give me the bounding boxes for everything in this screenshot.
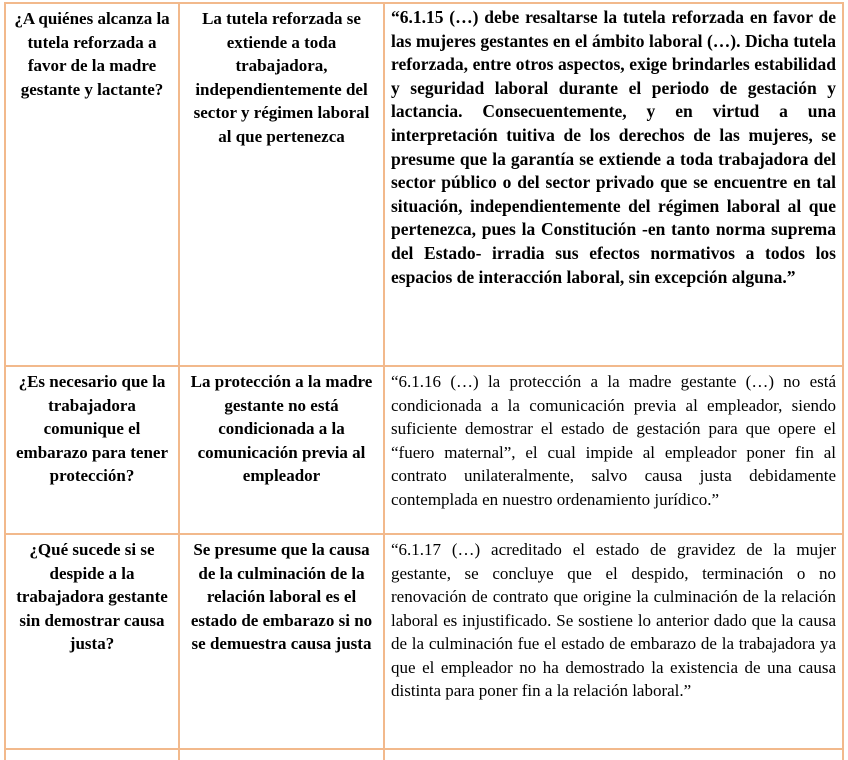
cut-off-cell	[384, 749, 843, 760]
table-row	[5, 534, 843, 749]
question-cell: ¿A quiénes alcanza la tutela reforzada a favor de la madre gestante y lactante?	[5, 3, 179, 366]
cut-off-cell	[5, 749, 179, 760]
answer-cell: La tutela reforzada se extiende a toda trabajadora, independientemente del sector y régimen laboral al que pertenezca	[179, 3, 384, 366]
table-row	[5, 366, 843, 534]
question-cell: ¿Qué sucede si se despide a la trabajadora gestante sin demostrar causa justa?	[5, 534, 179, 749]
cut-off-cell	[179, 749, 384, 760]
citation-cell: “6.1.15 (…) debe resaltarse la tutela reforzada en favor de las mujeres gestantes en el ámbito laboral (…). Dicha tutela reforzada, entre otros aspectos, exige brindarles estabilidad y seguridad laboral durante el periodo de gestación y lactancia. Consecuentemente, y en virtud a una interpretación tuitiva de los derechos de las mujeres, se presume que la garantía se extiende a toda trabajadora del sector público o del sector privado que se encuentre en tal situación, independientemente del régimen laboral al que pertenezca, pues la Constitución -en tanto norma suprema del Estado- irradia sus efectos normativos a todos los espacios de interacción laboral, sin excepción alguna.”	[384, 3, 843, 366]
citation-cell: “6.1.16 (…) la protección a la madre gestante (…) no está condicionada a la comunicación previa al empleador, siendo suficiente demostrar el estado de gestación para que opere el “fuero maternal”, el cual impide al empleador poner fin al contrato unilateralmente, salvo causa justa debidamente contemplada en nuestro ordenamiento jurídico.”	[384, 366, 843, 534]
answer-cell: La protección a la madre gestante no está condicionada a la comunicación previa al empleador	[179, 366, 384, 534]
citation-cell: “6.1.17 (…) acreditado el estado de gravidez de la mujer gestante, se concluye que el despido, terminación o no renovación de contrato que origine la culminación de la relación laboral es injustificado. Se sostiene lo anterior dado que la causa de la culminación fue el estado de embarazo de la trabajadora ya que el empleador no ha demostrado la existencia de una causa distinta para poner fin a la relación laboral.”	[384, 534, 843, 749]
table-row-cut-off	[5, 749, 843, 760]
table-row	[5, 3, 843, 366]
question-cell: ¿Es necesario que la trabajadora comunique el embarazo para tener protección?	[5, 366, 179, 534]
answer-cell: Se presume que la causa de la culminación de la relación laboral es el estado de embarazo si no se demuestra causa justa	[179, 534, 384, 749]
jurisprudence-table	[4, 2, 844, 760]
